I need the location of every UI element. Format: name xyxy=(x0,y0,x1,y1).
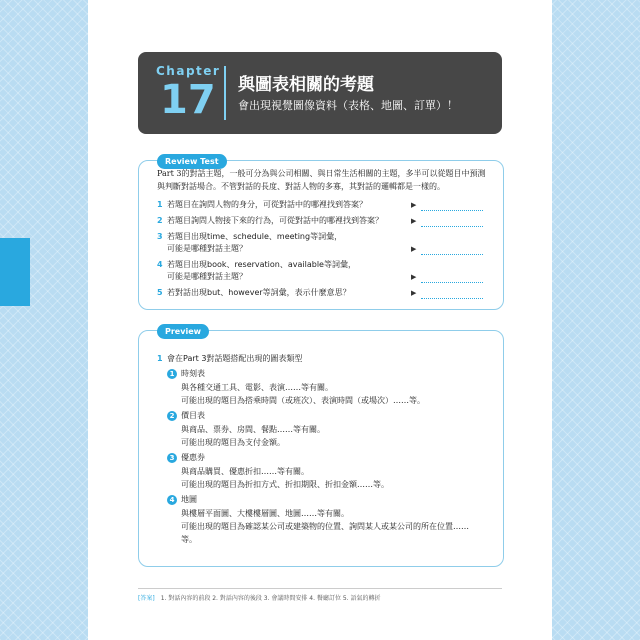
preview-item-line: 可能出現的題目為確認某公司或建築物的位置、詢問某人或某公司的所在位置…… xyxy=(181,522,469,531)
question-text: 若題目在詢問人物的身分，可從對話中的哪裡找到答案？ xyxy=(167,200,367,209)
item-number-badge: 3 xyxy=(167,453,177,463)
review-test-card xyxy=(138,157,504,310)
review-question-5 xyxy=(157,287,407,299)
preview-item-line: 與商品購買、優惠折扣……等有關。 xyxy=(181,467,309,476)
item-number-badge: 1 xyxy=(167,369,177,379)
question-number: 4 xyxy=(157,260,163,269)
review-question-4 xyxy=(157,259,407,283)
item-number-badge: 2 xyxy=(167,411,177,421)
preview-item-title: 時刻表 xyxy=(181,369,205,378)
answer-blank-5[interactable] xyxy=(421,297,483,299)
chapter-number: 17 xyxy=(160,77,216,123)
preview-item-line: 可能出現的題目為搭乘時間（或班次）、表演時間（或場次）……等。 xyxy=(181,396,425,405)
review-question-1 xyxy=(157,199,407,211)
preview-item-line: 與樓層平面圖、大樓樓層圖、地圖……等有關。 xyxy=(181,509,349,518)
answer-blank-2[interactable] xyxy=(421,225,483,227)
answer-blank-4[interactable] xyxy=(421,281,483,283)
preview-item-line: 與商品、票券、房間、餐點……等有關。 xyxy=(181,425,325,434)
book-page xyxy=(88,0,552,640)
review-question-3 xyxy=(157,231,407,255)
review-intro: Part 3的對話主題，一般可分為與公司相關、與日常生活相關的主題，多半可以從題目中預測與判斷對話場合。不管對話的長度、對話人物的多寡，其對話的邏輯都是一樣的。 xyxy=(157,169,486,191)
question-text: 若題目詢問人物接下來的行為，可從對話中的哪裡找到答案？ xyxy=(167,216,383,225)
question-text: 若題目出現book、reservation、available等詞彙， xyxy=(167,260,356,269)
answer-arrow-icon: ▶ xyxy=(411,289,417,297)
side-tab xyxy=(0,238,30,306)
answer-key-text: 1. 對話內容的前段 2. 對話內容的後段 3. 會議時間安排 4. 餐廳訂位 5. 語氣的轉折 xyxy=(160,595,381,602)
preview-item-title: 價目表 xyxy=(181,411,205,420)
preview-card xyxy=(138,327,504,567)
question-text-cont: 可能是哪種對話主題？ xyxy=(167,244,247,253)
review-question-2 xyxy=(157,215,407,227)
question-text: 若題目出現time、schedule、meeting等詞彙， xyxy=(167,232,343,241)
answer-key-tag: [答案] xyxy=(138,595,155,602)
preview-item-title: 優惠券 xyxy=(181,453,205,462)
question-text-cont: 可能是哪種對話主題？ xyxy=(167,272,247,281)
question-number: 5 xyxy=(157,288,163,297)
answer-arrow-icon: ▶ xyxy=(411,201,417,209)
answer-arrow-icon: ▶ xyxy=(411,245,417,253)
answer-blank-1[interactable] xyxy=(421,209,483,211)
preview-item-line: 與各種交通工具、電影、表演……等有關。 xyxy=(181,383,333,392)
preview-label: Preview xyxy=(157,324,209,339)
preview-item-title: 地圖 xyxy=(181,495,197,504)
answer-arrow-icon: ▶ xyxy=(411,217,417,225)
chapter-title: 與圖表相關的考題 xyxy=(238,75,374,95)
question-text: 若對話出現but、however等詞彙，表示什麼意思？ xyxy=(167,288,351,297)
preview-item-line: 等。 xyxy=(181,535,197,544)
preview-item-line: 可能出現的題目為支付金額。 xyxy=(181,438,285,447)
review-test-label: Review Test xyxy=(157,154,227,169)
answer-key-footer xyxy=(138,588,502,602)
item-number-badge: 4 xyxy=(167,495,177,505)
answer-blank-3[interactable] xyxy=(421,253,483,255)
preview-heading xyxy=(157,353,302,364)
chapter-header xyxy=(138,52,502,134)
question-number: 1 xyxy=(157,200,163,209)
chapter-label: Chapter xyxy=(156,64,221,78)
question-number: 3 xyxy=(157,232,163,241)
preview-heading-text: 會在Part 3對話題搭配出現的圖表類型 xyxy=(167,354,303,363)
question-number: 2 xyxy=(157,216,163,225)
answer-arrow-icon: ▶ xyxy=(411,273,417,281)
preview-item-line: 可能出現的題目為折扣方式、折扣期限、折扣金額……等。 xyxy=(181,480,389,489)
preview-heading-number: 1 xyxy=(157,354,163,363)
chapter-subtitle: 會出現視覺圖像資料（表格、地圖、訂單）！ xyxy=(238,99,458,112)
header-divider xyxy=(224,66,226,120)
